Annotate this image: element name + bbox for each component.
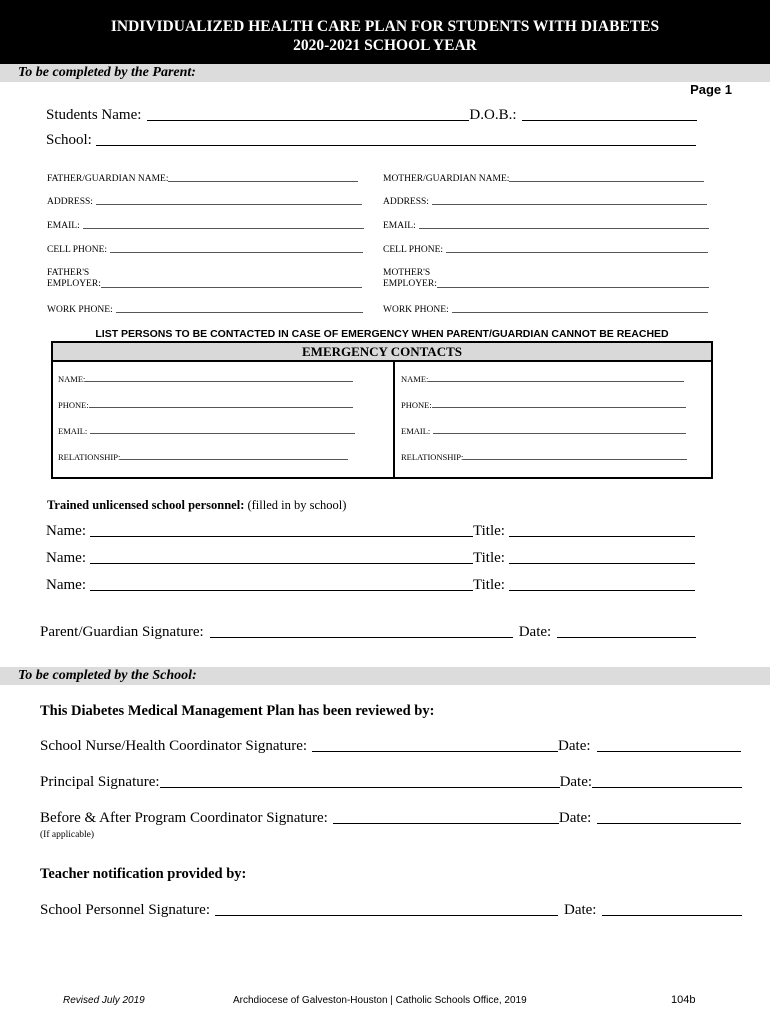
father-name-label: FATHER/GUARDIAN NAME: — [47, 174, 169, 184]
trained-title-field-3[interactable] — [509, 590, 695, 591]
principal-signature-label: Principal Signature: — [40, 774, 160, 790]
principal-signature-field[interactable] — [160, 787, 560, 788]
personnel-signature-field[interactable] — [215, 915, 558, 916]
trained-personnel-note: (filled in by school) — [247, 498, 347, 512]
emergency-contacts-title: EMERGENCY CONTACTS — [53, 343, 711, 362]
emergency2-phone-row — [401, 400, 686, 410]
father-cell-field[interactable] — [110, 252, 363, 253]
trained-title-label-3: Title: — [472, 577, 505, 593]
trained-title-field-1[interactable] — [509, 536, 695, 537]
emergency2-phone-field[interactable] — [432, 407, 686, 408]
student-name-row — [46, 107, 697, 124]
page-number: Page 1 — [690, 82, 732, 97]
emergency2-name-row — [401, 374, 684, 384]
form-header — [0, 0, 770, 64]
emergency1-email-label: EMAIL: — [58, 426, 88, 436]
emergency2-relationship-label: RELATIONSHIP: — [401, 452, 464, 462]
personnel-signature-row — [40, 902, 742, 919]
emergency2-email-row — [401, 426, 686, 436]
parent-section-label: To be completed by the Parent: — [18, 65, 196, 80]
parent-signature-row — [40, 624, 696, 641]
trained-title-label-2: Title: — [472, 550, 505, 566]
emergency1-email-row — [58, 426, 355, 436]
personnel-signature-label: School Personnel Signature: — [40, 902, 210, 918]
school-field[interactable] — [96, 145, 696, 146]
mother-email-label: EMAIL: — [383, 221, 416, 231]
father-email-row — [47, 221, 364, 231]
coordinator-signature-field[interactable] — [333, 823, 559, 824]
father-address-row — [47, 197, 362, 207]
revised-date: Revised July 2019 — [63, 995, 145, 1006]
mother-name-label: MOTHER/GUARDIAN NAME: — [383, 174, 510, 184]
father-employer-label: FATHER'S EMPLOYER: — [47, 268, 101, 289]
father-email-label: EMAIL: — [47, 221, 80, 231]
emergency1-phone-field[interactable] — [89, 407, 353, 408]
coordinator-signature-row — [40, 810, 741, 827]
emergency2-relationship-row — [401, 452, 687, 462]
form-code: 104b — [671, 994, 696, 1006]
mother-email-field[interactable] — [419, 228, 709, 229]
nurse-date-label: Date: — [558, 738, 591, 754]
mother-address-row — [383, 197, 707, 207]
parent-signature-date-field[interactable] — [557, 637, 696, 638]
principal-date-label: Date: — [559, 774, 593, 790]
father-work-phone-field[interactable] — [116, 312, 363, 313]
mother-name-row — [383, 174, 704, 184]
emergency1-name-row — [58, 374, 353, 384]
nurse-signature-label: School Nurse/Health Coordinator Signature: — [40, 738, 308, 754]
emergency2-phone-label: PHONE: — [401, 400, 432, 410]
parent-signature-field[interactable] — [210, 637, 513, 638]
mother-cell-row — [383, 245, 708, 255]
emergency2-email-label: EMAIL: — [401, 426, 431, 436]
father-name-field[interactable] — [168, 181, 358, 182]
personnel-date-label: Date: — [563, 902, 597, 918]
mother-employer-label: MOTHER'S EMPLOYER: — [383, 268, 437, 289]
parent-signature-date-label: Date: — [518, 624, 552, 640]
emergency2-relationship-field[interactable] — [463, 459, 687, 460]
if-applicable-note: (If applicable) — [40, 830, 95, 840]
father-work-phone-label: WORK PHONE: — [47, 305, 113, 315]
trained-title-field-2[interactable] — [509, 563, 695, 564]
father-address-label: ADDRESS: — [47, 197, 93, 207]
nurse-date-field[interactable] — [597, 751, 741, 752]
father-cell-label: CELL PHONE: — [47, 245, 108, 255]
mother-email-row — [383, 221, 709, 231]
father-address-field[interactable] — [96, 204, 362, 205]
mother-employer-row — [383, 268, 709, 290]
mother-work-phone-field[interactable] — [452, 312, 708, 313]
trained-name-label-3: Name: — [46, 577, 86, 593]
emergency1-relationship-row — [58, 452, 348, 462]
principal-signature-row — [40, 774, 742, 791]
mother-name-field[interactable] — [509, 181, 704, 182]
mother-cell-field[interactable] — [446, 252, 708, 253]
trained-name-field-2[interactable] — [90, 563, 473, 564]
trained-name-field-1[interactable] — [90, 536, 473, 537]
trained-personnel-heading — [47, 498, 346, 513]
trained-title-label-1: Title: — [472, 523, 505, 539]
school-row — [46, 132, 696, 149]
footer-office: Archdiocese of Galveston-Houston | Catholic Schools Office, 2019 — [233, 995, 527, 1006]
emergency1-email-field[interactable] — [90, 433, 355, 434]
teacher-notification-heading: Teacher notification provided by: — [40, 866, 247, 882]
student-name-field[interactable] — [147, 120, 469, 121]
father-employer-field[interactable] — [101, 287, 362, 288]
father-cell-row — [47, 245, 363, 255]
principal-date-field[interactable] — [592, 787, 742, 788]
emergency-instruction: LIST PERSONS TO BE CONTACTED IN CASE OF EMERGENCY WHEN PARENT/GUARDIAN CANNOT BE REACHED — [95, 328, 669, 340]
emergency1-relationship-label: RELATIONSHIP: — [58, 452, 121, 462]
trained-row-2 — [46, 550, 695, 567]
emergency2-name-field[interactable] — [428, 381, 684, 382]
form-title: INDIVIDUALIZED HEALTH CARE PLAN FOR STUDENTS WITH DIABETES — [110, 18, 660, 35]
emergency1-name-label: NAME: — [58, 374, 86, 384]
emergency1-relationship-field[interactable] — [120, 459, 348, 460]
nurse-signature-field[interactable] — [312, 751, 558, 752]
mother-work-phone-label: WORK PHONE: — [383, 305, 449, 315]
mother-address-field[interactable] — [432, 204, 707, 205]
school-label: School: — [46, 132, 92, 148]
school-section-label: To be completed by the School: — [18, 668, 197, 683]
dob-field[interactable] — [522, 120, 697, 121]
mother-employer-field[interactable] — [437, 287, 709, 288]
mother-address-label: ADDRESS: — [383, 197, 429, 207]
emergency2-email-field[interactable] — [433, 433, 686, 434]
parent-section-band — [0, 64, 770, 82]
coordinator-date-field[interactable] — [597, 823, 741, 824]
school-section-band — [0, 667, 770, 685]
coordinator-signature-label: Before & After Program Coordinator Signature: — [40, 810, 328, 826]
mother-work-phone-row — [383, 305, 708, 315]
emergency1-phone-label: PHONE: — [58, 400, 89, 410]
trained-name-label-2: Name: — [46, 550, 86, 566]
father-work-phone-row — [47, 305, 363, 315]
trained-name-field-3[interactable] — [90, 590, 473, 591]
father-email-field[interactable] — [83, 228, 364, 229]
reviewed-heading: This Diabetes Medical Management Plan has been reviewed by: — [40, 703, 435, 719]
trained-row-1 — [46, 523, 695, 540]
emergency1-name-field[interactable] — [85, 381, 353, 382]
personnel-date-field[interactable] — [602, 915, 742, 916]
nurse-signature-row — [40, 738, 741, 755]
school-year: 2020-2021 SCHOOL YEAR — [293, 37, 477, 54]
dob-label: D.O.B.: — [469, 107, 517, 123]
emergency1-phone-row — [58, 400, 353, 410]
trained-personnel-label: Trained unlicensed school personnel: — [47, 498, 245, 512]
trained-name-label-1: Name: — [46, 523, 86, 539]
student-name-label: Students Name: — [46, 107, 142, 123]
emergency-divider — [393, 362, 395, 478]
father-employer-row — [47, 268, 362, 290]
emergency2-name-label: NAME: — [401, 374, 429, 384]
coordinator-date-label: Date: — [558, 810, 592, 826]
parent-signature-label: Parent/Guardian Signature: — [40, 624, 204, 640]
trained-row-3 — [46, 577, 695, 594]
father-name-row — [47, 174, 358, 184]
mother-cell-label: CELL PHONE: — [383, 245, 444, 255]
